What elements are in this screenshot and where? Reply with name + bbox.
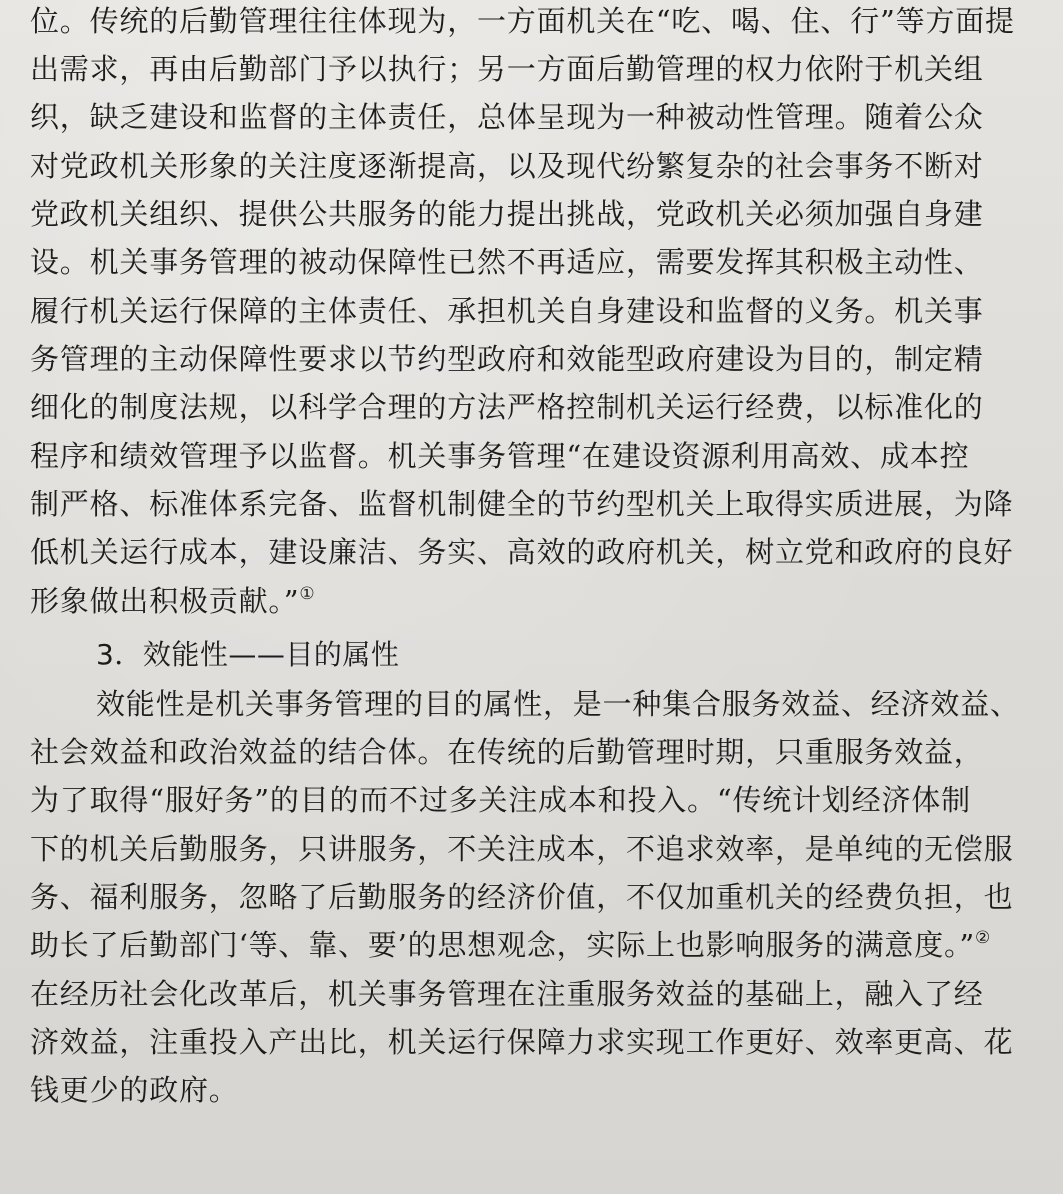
paragraph-first-line: 效能性是机关事务管理的目的属性，是一种集合服务效益、经济效益、 — [96, 687, 1020, 721]
section-heading: 3．效能性——目的属性 — [96, 638, 400, 671]
text-line: 程序和绩效管理予以监督。机关事务管理“在建设资源利用高效、成本控 — [30, 439, 970, 473]
text-line: 织，缺乏建设和监督的主体责任，总体呈现为一种被动性管理。随着公众 — [30, 100, 984, 134]
text-span: 助长了后勤部门‘等、靠、要’的思想观念，实际上也影响服务的满意度。” — [30, 928, 975, 962]
text-line-with-footnote — [30, 926, 991, 964]
footnote-marker: ② — [974, 928, 992, 948]
text-line: 下的机关后勤服务，只讲服务，不关注成本，不追求效率，是单纯的无偿服 — [30, 832, 1014, 866]
text-line: 党政机关组织、提供公共服务的能力提出挑战，党政机关必须加强自身建 — [30, 197, 984, 231]
text-line: 钱更少的政府。 — [30, 1073, 239, 1107]
text-line: 制严格、标准体系完备、监督机制健全的节约型机关上取得实质进展，为降 — [30, 487, 1014, 521]
text-line: 为了取得“服好务”的目的而不过多关注成本和投入。“传统计划经济体制 — [30, 783, 971, 817]
text-line: 履行机关运行保障的主体责任、承担机关自身建设和监督的义务。机关事 — [30, 294, 984, 328]
text-line: 济效益，注重投入产出比，机关运行保障力求实现工作更好、效率更高、花 — [30, 1025, 1014, 1059]
text-line: 设。机关事务管理的被动保障性已然不再适应，需要发挥其积极主动性、 — [30, 245, 984, 279]
text-line: 对党政机关形象的关注度逐渐提高，以及现代纷繁复杂的社会事务不断对 — [30, 149, 984, 183]
text-line: 务管理的主动保障性要求以节约型政府和效能型政府建设为目的，制定精 — [30, 342, 984, 376]
text-line: 位。传统的后勤管理往往体现为，一方面机关在“吃、喝、住、行”等方面提 — [30, 4, 1015, 38]
text-line: 低机关运行成本，建设廉洁、务实、高效的政府机关，树立党和政府的良好 — [30, 535, 1014, 569]
text-line: 出需求，再由后勤部门予以执行；另一方面后勤管理的权力依附于机关组 — [30, 52, 984, 86]
text-line-with-footnote — [30, 582, 315, 620]
text-line: 细化的制度法规，以科学合理的方法严格控制机关运行经费，以标准化的 — [30, 390, 984, 424]
text-line: 在经历社会化改革后，机关事务管理在注重服务效益的基础上，融入了经 — [30, 977, 984, 1011]
text-line: 社会效益和政治效益的结合体。在传统的后勤管理时期，只重服务效益， — [30, 735, 984, 769]
text-line: 务、福利服务，忽略了后勤服务的经济价值，不仅加重机关的经费负担，也 — [30, 880, 1014, 914]
text-span: 形象做出积极贡献。” — [30, 584, 300, 618]
footnote-marker: ① — [299, 584, 316, 604]
